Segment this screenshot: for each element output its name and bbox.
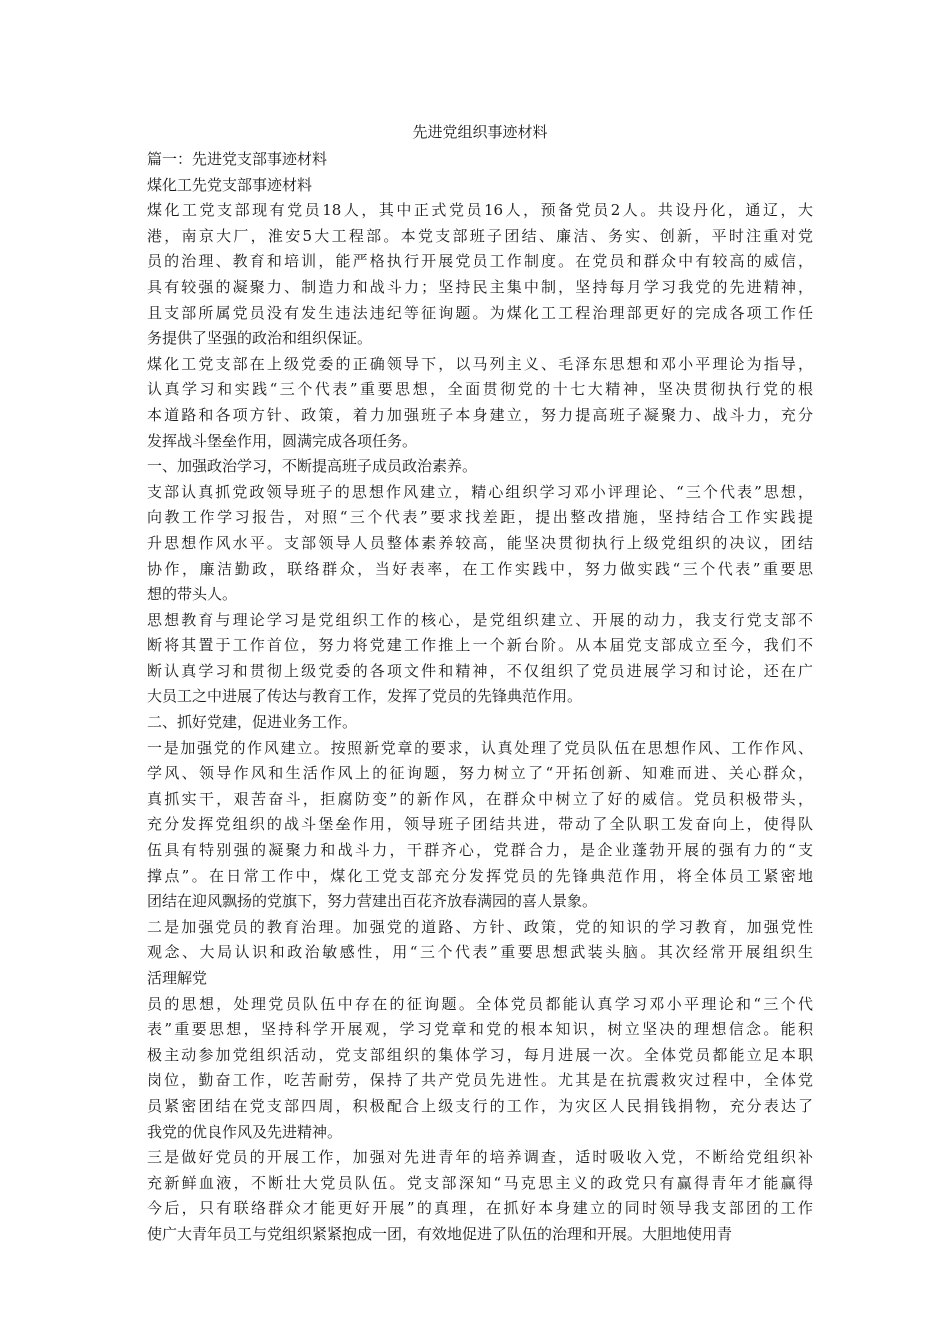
text-line: 团结在迎风飘扬的党旗下，努力营建出百花齐放春满园的喜人景象。	[147, 892, 598, 911]
text-line: 学风、领导作风和生活作风上的征询题，努力树立了“开拓创新、知难而进、关心群众，	[147, 764, 813, 783]
text-line: 协作，廉洁勤政，联络群众，当好表率，在工作实践中，努力做实践“三个代表”重要思	[147, 559, 813, 578]
text-line: 本道路和各项方针、政策，着力加强班子本身建立，努力提高班子凝聚力、战斗力，充分	[147, 405, 813, 424]
text-line: 二是加强党员的教育治理。加强党的道路、方针、政策，党的知识的学习教育，加强党性	[147, 917, 813, 936]
text-line: 具有较强的凝聚力、制造力和战斗力；坚持民主集中制，坚持每月学习我党的先进精神，	[147, 277, 813, 296]
text-line: 充新鲜血液，不断壮大党员队伍。党支部深知“马克思主义的政党只有赢得青年才能赢得	[147, 1173, 813, 1192]
text-line: 认真学习和实践“三个代表”重要思想，全面贯彻党的十七大精神，坚决贯彻执行党的根	[147, 380, 813, 399]
text-line: 我党的优良作风及先进精神。	[147, 1122, 343, 1141]
document-subtitle: 篇一：先进党支部事迹材料	[147, 150, 328, 168]
document-subheading: 煤化工先党支部事迹材料	[147, 175, 313, 194]
text-line: 充分发挥党组织的战斗堡垒作用，领导班子团结共进，带动了全队职工发奋向上，使得队	[147, 815, 813, 834]
text-line: 岗位，勤奋工作，吃苦耐劳，保持了共产党员先进性。尤其是在抗震救灾过程中，全体党	[147, 1071, 813, 1090]
paragraph	[147, 736, 813, 915]
section-heading: 二、抓好党建，促进业务工作。	[147, 713, 358, 732]
paragraph	[147, 480, 813, 608]
text-line: 港，南京大厂，淮安5大工程部。本党支部班子团结、廉洁、务实、创新，平时注重对党	[147, 226, 813, 245]
text-line: 员紧密团结在党支部四周，积极配合上级支行的工作，为灾区人民捐钱捐物，充分表达了	[147, 1096, 813, 1115]
text-line: 真抓实干，艰苦奋斗，拒腐防变”的新作风，在群众中树立了好的威信。党员积极带头，	[147, 789, 813, 808]
text-line: 三是做好党员的开展工作，加强对先进青年的培养调查，适时吸收入党，不断给党组织补	[147, 1148, 813, 1167]
text-line: 断认真学习和贯彻上级党委的各项文件和精神，不仅组织了党员进展学习和讨论，还在广	[147, 661, 813, 680]
text-line: 一是加强党的作风建立。按照新党章的要求，认真处理了党员队伍在思想作风、工作作风、	[147, 738, 813, 757]
text-line: 务提供了坚强的政治和组织保证。	[147, 329, 373, 348]
paragraph-list	[147, 198, 813, 1247]
text-line: 支部认真抓党政领导班子的思想作风建立，精心组织学习邓小评理论、“三个代表”思想，	[147, 482, 813, 501]
paragraph	[147, 352, 813, 454]
section-heading: 一、加强政治学习，不断提高班子成员政治素养。	[147, 457, 478, 476]
document-body	[147, 120, 813, 1248]
text-line: 断将其置于工作首位，努力将党建工作推上一个新台阶。从本届党支部成立至今，我们不	[147, 636, 813, 655]
text-line: 且支部所属党员没有发生违法违纪等征询题。为煤化工工程治理部更好的完成各项工作任	[147, 303, 813, 322]
paragraph	[147, 915, 813, 1145]
text-line: 升思想作风水平。支部领导人员整体素养较高，能坚决贯彻执行上级党组织的决议，团结	[147, 533, 813, 552]
text-line: 想的带头人。	[147, 585, 238, 604]
text-line: 今后，只有联络群众才能更好开展”的真理，在抓好本身建立的同时领导我支部团的工作	[147, 1199, 813, 1218]
text-line: 使广大青年员工与党组织紧紧抱成一团，有效地促进了队伍的治理和开展。大胆地使用青	[147, 1224, 733, 1243]
paragraph	[147, 1145, 813, 1247]
text-line: 撑点”。在日常工作中，煤化工党支部充分发挥党员的先锋典范作用，将全体员工紧密地	[147, 866, 813, 885]
text-line: 发挥战斗堡垒作用，圆满完成各项任务。	[147, 431, 418, 450]
text-line: 员的思想，处理党员队伍中存在的征询题。全体党员都能认真学习邓小平理论和“三个代	[147, 994, 813, 1013]
document-title: 先进党组织事迹材料	[412, 123, 548, 141]
text-line: 观念、大局认识和政治敏感性，用“三个代表”重要思想武装头脑。其次经常开展组织生	[147, 943, 813, 962]
text-line: 煤化工党支部现有党员18人，其中正式党员16人，预备党员2人。共设丹化，通辽，大	[147, 201, 813, 220]
paragraph	[147, 608, 813, 710]
text-line: 伍具有特别强的凝聚力和战斗力，干群齐心，党群合力，是企业蓬勃开展的强有力的“支	[147, 841, 813, 860]
text-line: 极主动参加党组织活动，党支部组织的集体学习，每月进展一次。全体党员都能立足本职	[147, 1045, 813, 1064]
text-line: 大员工之中进展了传达与教育工作，发挥了党员的先锋典范作用。	[147, 687, 583, 706]
text-line: 活理解党	[147, 969, 208, 987]
paragraph	[147, 198, 813, 352]
text-line: 思想教育与理论学习是党组织工作的核心，是党组织建立、开展的动力，我支行党支部不	[147, 610, 813, 629]
text-line: 煤化工党支部在上级党委的正确领导下，以马列主义、毛泽东思想和邓小平理论为指导，	[147, 354, 813, 373]
text-line: 员的治理、教育和培训，能严格执行开展党员工作制度。在党员和群众中有较高的威信，	[147, 252, 813, 271]
text-line: 表”重要思想，坚持科学开展观，学习党章和党的根本知识，树立坚决的理想信念。能积	[147, 1020, 813, 1039]
text-line: 向教工作学习报告，对照“三个代表”要求找差距，提出整改措施，坚持结合工作实践提	[147, 508, 813, 527]
